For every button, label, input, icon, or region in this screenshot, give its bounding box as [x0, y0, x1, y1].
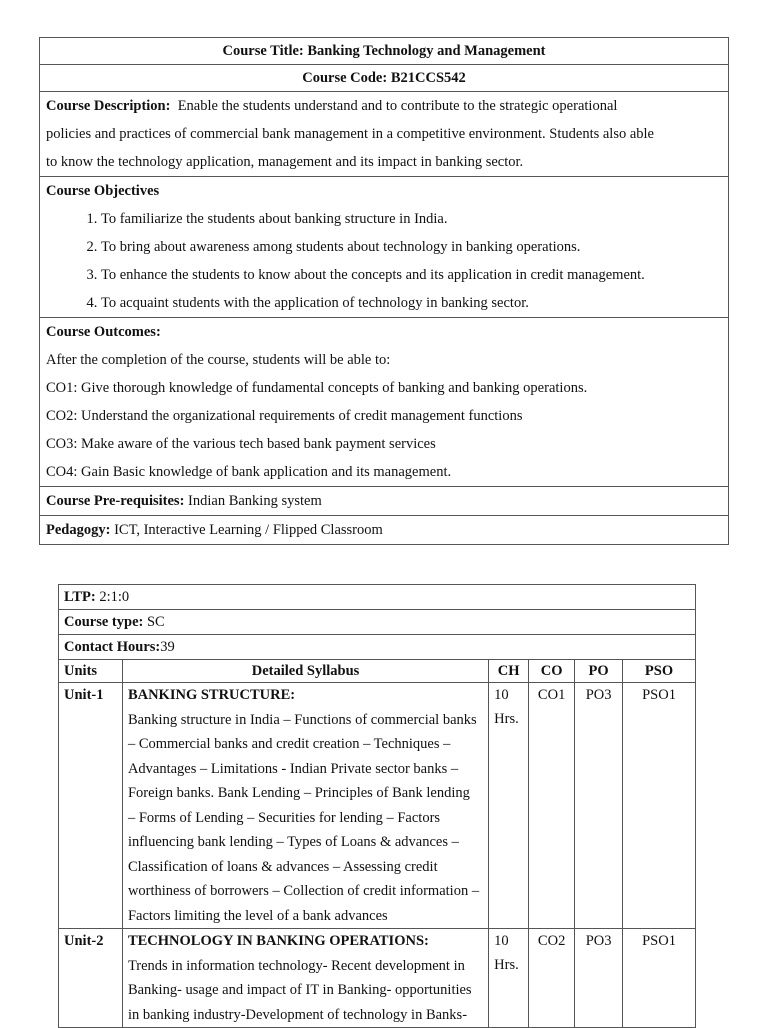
syllabus-table	[58, 584, 696, 1028]
header-pso: PSO	[623, 660, 696, 683]
unit-label: Unit-2	[64, 933, 104, 949]
syllabus-line: – Commercial banks and credit creation – Techniques –	[127, 736, 451, 752]
course-code-row	[40, 65, 729, 92]
ltp-row	[59, 585, 696, 610]
header-units: Units	[59, 660, 123, 683]
syllabus-line: Trends in information technology- Recent development in	[127, 957, 465, 974]
syllabus-header-row	[59, 660, 696, 683]
description-line: to know the technology application, management and its impact in banking sector.	[46, 154, 524, 170]
contact-hours-label: Contact Hours:	[64, 639, 161, 655]
unit-co: CO1	[529, 683, 575, 929]
course-code-label: Course Code:	[302, 70, 388, 86]
contact-hours-value: 39	[160, 639, 175, 655]
pedagogy-label: Pedagogy:	[46, 522, 111, 538]
objective-item: 3. To enhance the students to know about the concepts and its application in credit management.	[101, 261, 722, 289]
contact-hours-row	[59, 635, 696, 660]
outcome-item: CO2: Understand the organizational requirements of credit management functions	[46, 408, 523, 424]
header-ch: CH	[489, 660, 529, 683]
outcome-item: CO1: Give thorough knowledge of fundamental concepts of banking and banking operations.	[46, 380, 588, 396]
syllabus-line: Foreign banks. Bank Lending – Principles of Bank lending	[127, 785, 470, 801]
objectives-label: Course Objectives	[46, 183, 160, 199]
course-title-row	[40, 38, 729, 65]
syllabus-line: Banking- usage and impact of IT in Banking- opportunities	[127, 982, 472, 998]
course-code: B21CCS542	[390, 70, 466, 86]
pedagogy-value: ICT, Interactive Learning / Flipped Classroom	[114, 522, 383, 538]
unit-heading: TECHNOLOGY IN BANKING OPERATIONS:	[127, 933, 429, 949]
syllabus-line: – Forms of Lending – Securities for lending – Factors	[127, 809, 441, 826]
syllabus-line: Factors limiting the level of a bank advances	[127, 907, 388, 924]
unit-po: PO3	[575, 929, 623, 1028]
unit-pso: PSO1	[623, 683, 696, 929]
course-title-label: Course Title:	[222, 43, 304, 59]
course-info-table	[39, 37, 729, 545]
unit-co: CO2	[529, 929, 575, 1028]
objectives-list	[46, 205, 722, 317]
outcomes-label: Course Outcomes:	[46, 324, 161, 340]
unit-ch: 10	[494, 687, 509, 703]
header-po: PO	[575, 660, 623, 683]
unit-ch: 10	[494, 933, 509, 949]
outcome-item: CO4: Gain Basic knowledge of bank application and its management.	[46, 464, 452, 480]
prereq-label: Course Pre-requisites:	[46, 493, 185, 509]
unit-po: PO3	[575, 683, 623, 929]
unit-ch-unit: Hrs.	[494, 957, 519, 973]
objective-item: 4. To acquaint students with the application of technology in banking sector.	[101, 289, 722, 317]
unit-ch-unit: Hrs.	[494, 711, 519, 727]
description-line	[46, 92, 722, 120]
pedagogy-row	[40, 516, 729, 545]
unit-label: Unit-1	[64, 687, 104, 703]
syllabus-line: influencing bank lending – Types of Loans & advances –	[127, 834, 459, 850]
course-type-value: SC	[146, 614, 165, 630]
objective-item: 1. To familiarize the students about banking structure in India.	[101, 205, 722, 233]
description-label: Course Description:	[46, 98, 171, 114]
course-outcomes-cell	[40, 318, 729, 487]
ltp-value: 2:1:0	[99, 589, 130, 605]
ltp-label: LTP:	[64, 589, 96, 605]
outcomes-intro: After the completion of the course, students will be able to:	[46, 352, 391, 368]
course-type-label: Course type:	[64, 614, 144, 630]
prerequisites-row	[40, 487, 729, 516]
unit-heading: BANKING STRUCTURE:	[127, 687, 296, 703]
syllabus-line: in banking industry-Development of technology in Banks-	[127, 1006, 468, 1023]
syllabus-line: Classification of loans & advances – Assessing credit	[127, 858, 438, 875]
course-objectives-cell	[40, 177, 729, 318]
prereq-value: Indian Banking system	[188, 493, 322, 509]
unit-row	[59, 683, 696, 929]
header-detailed-syllabus: Detailed Syllabus	[122, 660, 488, 683]
syllabus-line: Advantages – Limitations - Indian Private sector banks –	[127, 760, 459, 777]
course-title: Banking Technology and Management	[307, 43, 546, 59]
unit-row	[59, 929, 696, 1028]
unit-syllabus	[122, 929, 488, 1028]
course-type-row	[59, 610, 696, 635]
course-description-cell	[40, 92, 729, 177]
description-text: Enable the students understand and to contribute to the strategic operational	[177, 98, 618, 114]
description-line: policies and practices of commercial bank management in a competitive environment. Students also able	[46, 126, 654, 142]
syllabus-line: worthiness of borrowers – Collection of credit information –	[127, 883, 480, 899]
header-co: CO	[529, 660, 575, 683]
syllabus-line: Banking structure in India – Functions of commercial banks	[127, 711, 477, 728]
objective-item: 2. To bring about awareness among students about technology in banking operations.	[101, 233, 722, 261]
outcome-item: CO3: Make aware of the various tech based bank payment services	[46, 436, 436, 452]
unit-pso: PSO1	[623, 929, 696, 1028]
unit-syllabus	[122, 683, 488, 929]
